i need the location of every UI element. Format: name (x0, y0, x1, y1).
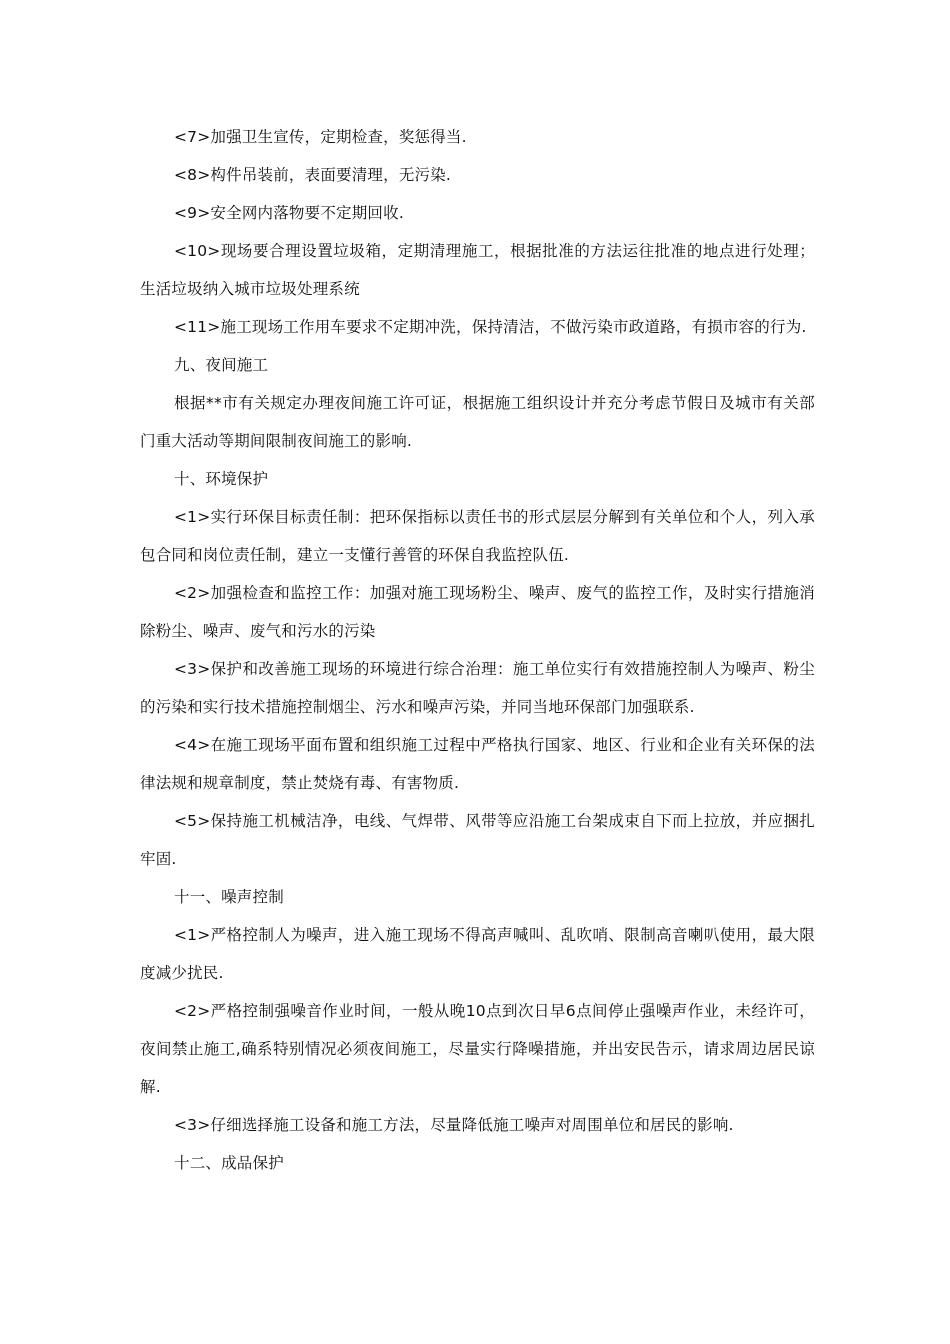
item-10: <10>现场要合理设置垃圾箱，定期清理施工，根据批准的方法运往批准的地点进行处理；生活垃圾纳入城市垃圾处理系统 (140, 242, 815, 298)
env-item-2: <2>加强检查和监控工作：加强对施工现场粉尘、噪声、废气的监控工作，及时实行措施消除粉尘、噪声、废气和污水的污染 (140, 584, 815, 640)
noise-item-1: <1>严格控制人为噪声，进入施工现场不得高声喊叫、乱吹哨、限制高音喇叭使用，最大限度减少扰民. (140, 926, 815, 982)
item-8: <8>构件吊装前，表面要清理，无污染. (174, 166, 452, 184)
noise-item-2: <2>严格控制强噪音作业时间，一般从晚10点到次日早6点间停止强噪声作业，未经许可，夜间禁止施工,确系特别情况必须夜间施工，尽量实行降噪措施，并出安民告示，请求周边居民谅解. (140, 1002, 815, 1096)
env-item-3: <3>保护和改善施工现场的环境进行综合治理：施工单位实行有效措施控制人为噪声、粉尘的污染和实行技术措施控制烟尘、污水和噪声污染，并同当地环保部门加强联系. (140, 660, 815, 716)
env-item-5: <5>保持施工机械洁净，电线、气焊带、风带等应沿施工台架成束自下而上拉放，并应捆扎牢固. (140, 812, 815, 868)
document-body (140, 118, 815, 1182)
section-9-body: 根据**市有关规定办理夜间施工许可证，根据施工组织设计并充分考虑节假日及城市有关部门重大活动等期间限制夜间施工的影响. (140, 394, 815, 450)
noise-item-3: <3>仔细选择施工设备和施工方法，尽量降低施工噪声对周围单位和居民的影响. (174, 1116, 734, 1134)
section-9-heading: 九、夜间施工 (174, 356, 269, 374)
section-12-heading: 十二、成品保护 (174, 1154, 284, 1172)
item-11: <11>施工现场工作用车要求不定期冲洗，保持清洁，不做污染市政道路，有损市容的行为. (174, 318, 807, 336)
env-item-4: <4>在施工现场平面布置和组织施工过程中严格执行国家、地区、行业和企业有关环保的法律法规和规章制度，禁止焚烧有毒、有害物质. (140, 736, 815, 792)
item-7: <7>加强卫生宣传，定期检查，奖惩得当. (174, 128, 467, 146)
item-9: <9>安全网内落物要不定期回收. (174, 204, 404, 222)
env-item-1: <1>实行环保目标责任制：把环保指标以责任书的形式层层分解到有关单位和个人，列入承包合同和岗位责任制，建立一支懂行善管的环保自我监控队伍. (140, 508, 815, 564)
section-10-heading: 十、环境保护 (174, 470, 269, 488)
section-11-heading: 十一、噪声控制 (174, 888, 284, 906)
